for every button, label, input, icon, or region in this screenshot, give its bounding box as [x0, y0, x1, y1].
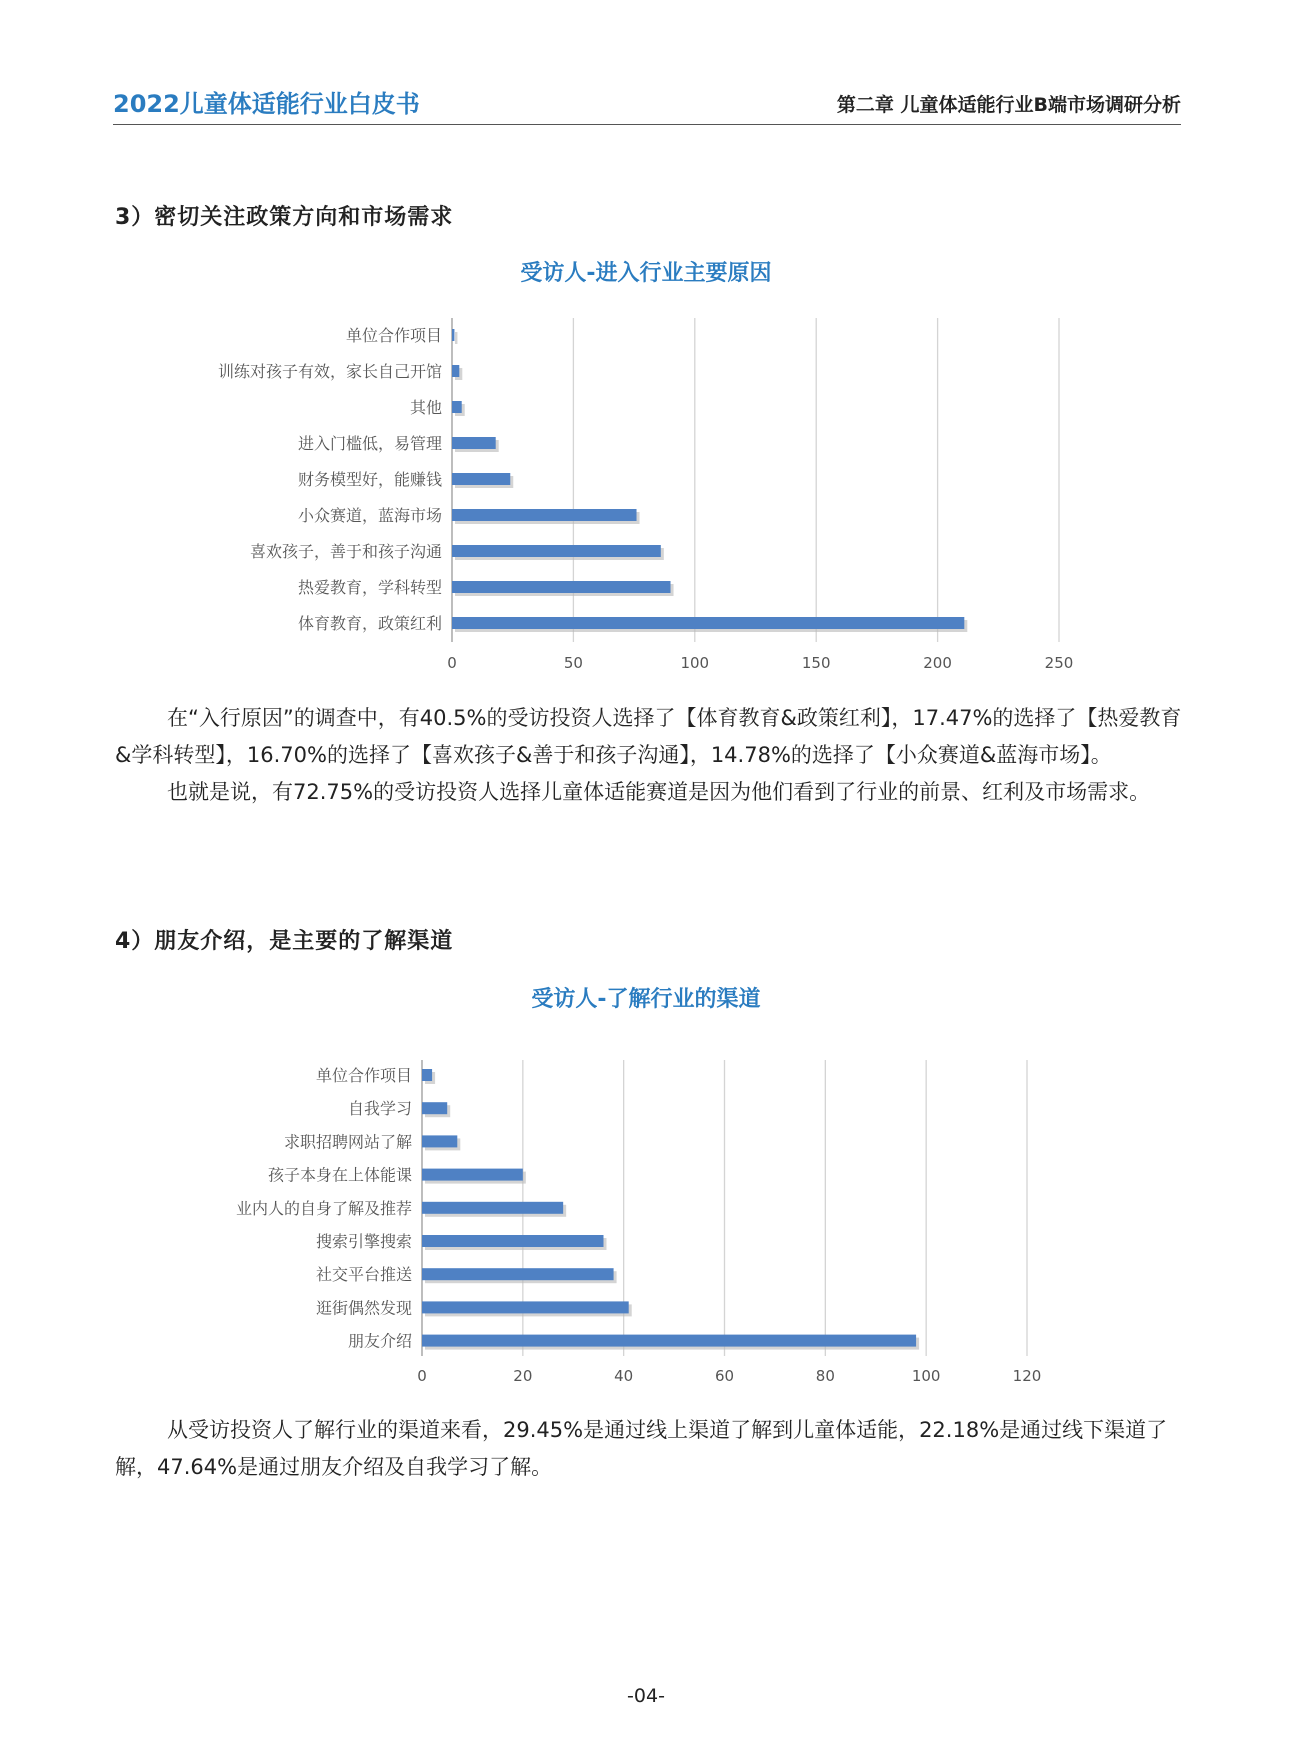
category-label: 喜欢孩子，善于和孩子沟通 [249, 542, 442, 561]
x-tick-label: 40 [614, 1367, 634, 1385]
category-label: 单位合作项目 [315, 1066, 412, 1085]
category-label: 求职招聘网站了解 [283, 1132, 412, 1152]
bar [422, 1335, 916, 1347]
bar [422, 1169, 523, 1181]
bar [422, 1102, 447, 1114]
document-title: 2022儿童体适能行业白皮书 [113, 90, 420, 118]
x-tick-label: 150 [801, 654, 831, 672]
category-label: 训练对孩子有效，家长自己开馆 [217, 362, 442, 381]
section-4-heading: 4）朋友介绍，是主要的了解渠道 [115, 929, 454, 954]
category-label: 小众赛道，蓝海市场 [297, 506, 442, 525]
category-label: 单位合作项目 [345, 326, 442, 345]
category-label: 搜索引擎搜索 [315, 1232, 412, 1251]
section-3-heading: 3）密切关注政策方向和市场需求 [115, 205, 454, 230]
x-tick-label: 0 [447, 654, 457, 672]
chart-2-title: 受访人-了解行业的渠道 [531, 987, 761, 1012]
paragraph-block-2 [115, 1412, 1195, 1486]
category-label: 财务模型好，能赚钱 [297, 470, 442, 489]
page-number: -04- [627, 1685, 665, 1707]
paragraph-3: 从受访投资人了解行业的渠道来看，29.45%是通过线上渠道了解到儿童体适能，22.18%是通过线下渠道了解，47.64%是通过朋友介绍及自我学习了解。 [115, 1418, 1168, 1479]
chapter-title: 第二章 儿童体适能行业B端市场调研分析 [836, 94, 1181, 116]
paragraph-2: 也就是说，有72.75%的受访投资人选择儿童体适能赛道是因为他们看到了行业的前景、红利及市场需求。 [167, 780, 1151, 804]
x-tick-label: 200 [923, 654, 952, 672]
x-tick-label: 100 [911, 1367, 941, 1385]
category-label: 逛街偶然发现 [315, 1298, 412, 1318]
paragraph-1: 在“入行原因”的调查中，有40.5%的受访投资人选择了【体育教育&政策红利】，17.47%的选择了【热爱教育&学科转型】，16.70%的选择了【喜欢孩子&善于和孩子沟通】，14.78%的选择了【小众赛道&蓝海市场】。 [115, 706, 1182, 767]
bar [422, 1202, 563, 1214]
category-label: 进入门槛低，易管理 [297, 434, 442, 453]
category-label: 自我学习 [347, 1099, 412, 1119]
category-label: 业内人的自身了解及推荐 [235, 1198, 412, 1218]
x-tick-label: 250 [1044, 654, 1074, 672]
category-label: 体育教育，政策红利 [297, 614, 442, 633]
x-tick-label: 80 [815, 1367, 835, 1385]
x-tick-label: 20 [513, 1367, 533, 1385]
bar [422, 1301, 629, 1313]
x-tick-label: 60 [714, 1367, 735, 1385]
bar [422, 1235, 604, 1247]
bar [422, 1069, 432, 1081]
category-label: 其他 [409, 398, 442, 417]
bar [422, 1268, 614, 1280]
category-label: 社交平台推送 [315, 1265, 412, 1285]
category-label: 朋友介绍 [347, 1331, 412, 1351]
bar [422, 1135, 457, 1147]
x-tick-label: 100 [680, 654, 710, 672]
category-label: 孩子本身在上体能课 [267, 1165, 412, 1185]
x-tick-label: 50 [563, 654, 583, 672]
x-tick-label: 120 [1012, 1367, 1042, 1385]
category-label: 热爱教育，学科转型 [297, 578, 442, 597]
x-tick-label: 0 [417, 1367, 427, 1385]
chart-1-title: 受访人-进入行业主要原因 [520, 261, 772, 286]
